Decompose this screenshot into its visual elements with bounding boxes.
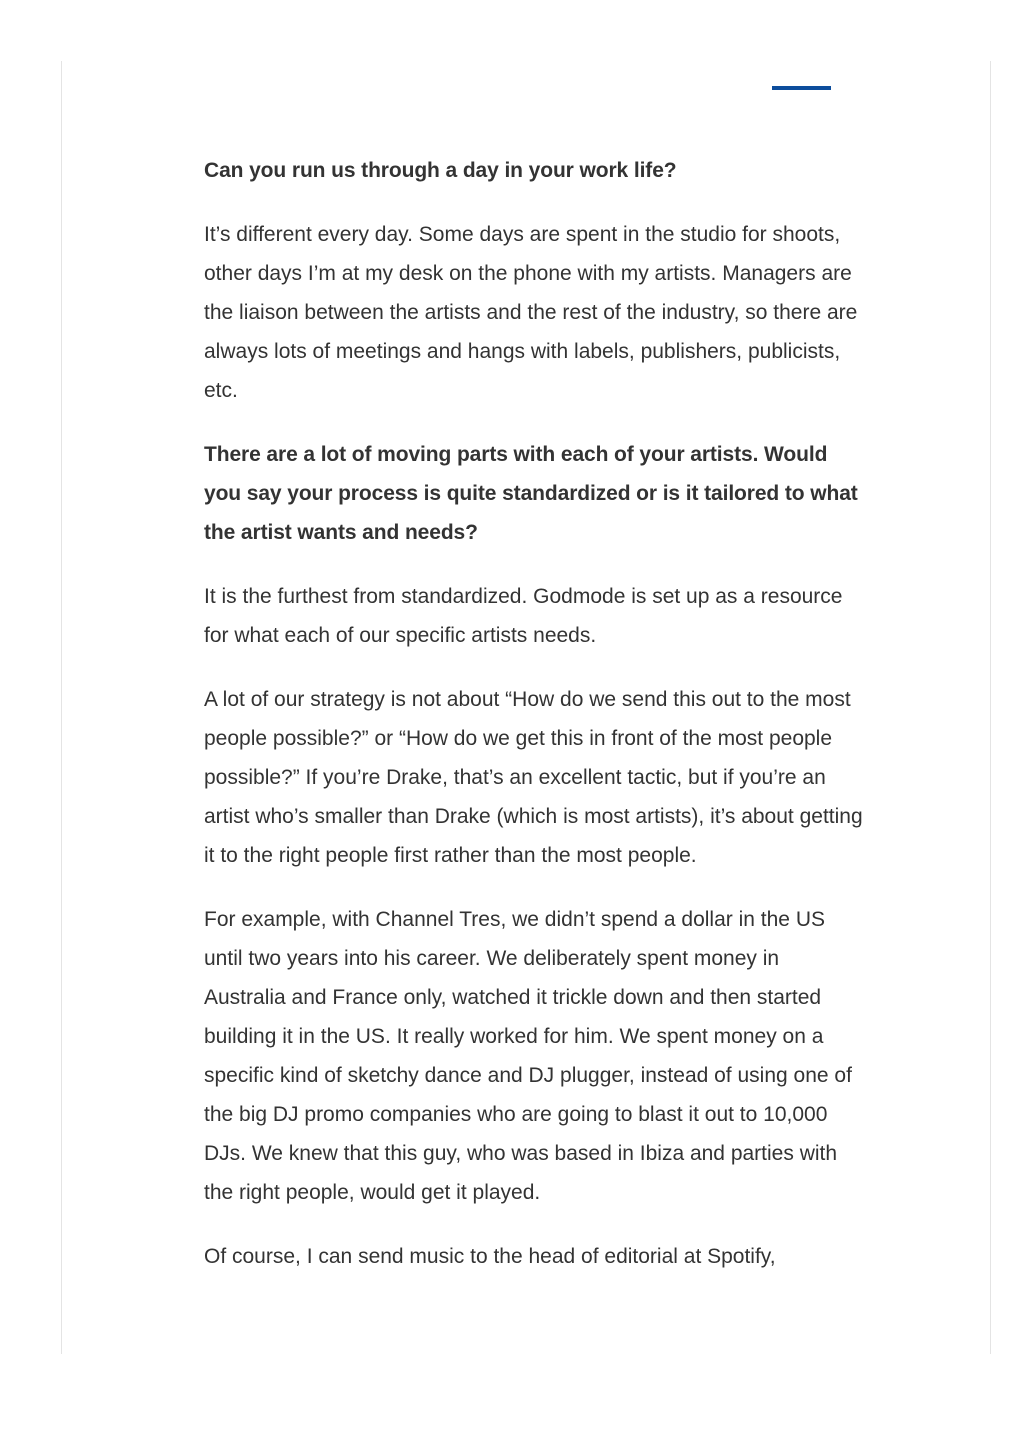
interview-answer: It’s different every day. Some days are spent in the studio for shoots, other days I’m at my desk on the phone with my artists. Managers are the liaison between the artists and the rest of the industry, so there are always lots of meetings and hangs with labels, publishers, publicists, etc.: [204, 223, 858, 402]
interview-question: There are a lot of moving parts with each of your artists. Would you say your process is quite standardized or is it tailored to what the artist wants and needs?: [204, 443, 858, 544]
interview-answer: It is the furthest from standardized. Godmode is set up as a resource for what each of our specific artists needs.: [204, 585, 843, 647]
interview-answer: Of course, I can send music to the head of editorial at Spotify,: [204, 1245, 776, 1268]
article-body: [204, 151, 864, 1301]
interview-answer: A lot of our strategy is not about “How do we send this out to the most people possible?” or “How do we get this in front of the most people possible?” If you’re Drake, that’s an excellent tactic, but if you’re an artist who’s smaller than Drake (which is most artists), it’s about getting it to the right people first rather than the most people.: [204, 688, 863, 867]
article-card: [61, 61, 991, 1354]
accent-divider: [772, 86, 831, 90]
interview-question: Can you run us through a day in your work life?: [204, 159, 677, 182]
interview-answer: For example, with Channel Tres, we didn’t spend a dollar in the US until two years into his career. We deliberately spent money in Australia and France only, watched it trickle down and then started building it in the US. It really worked for him. We spent money on a specific kind of sketchy dance and DJ plugger, instead of using one of the big DJ promo companies who are going to blast it out to 10,000 DJs. We knew that this guy, who was based in Ibiza and parties with the right people, would get it played.: [204, 908, 852, 1204]
